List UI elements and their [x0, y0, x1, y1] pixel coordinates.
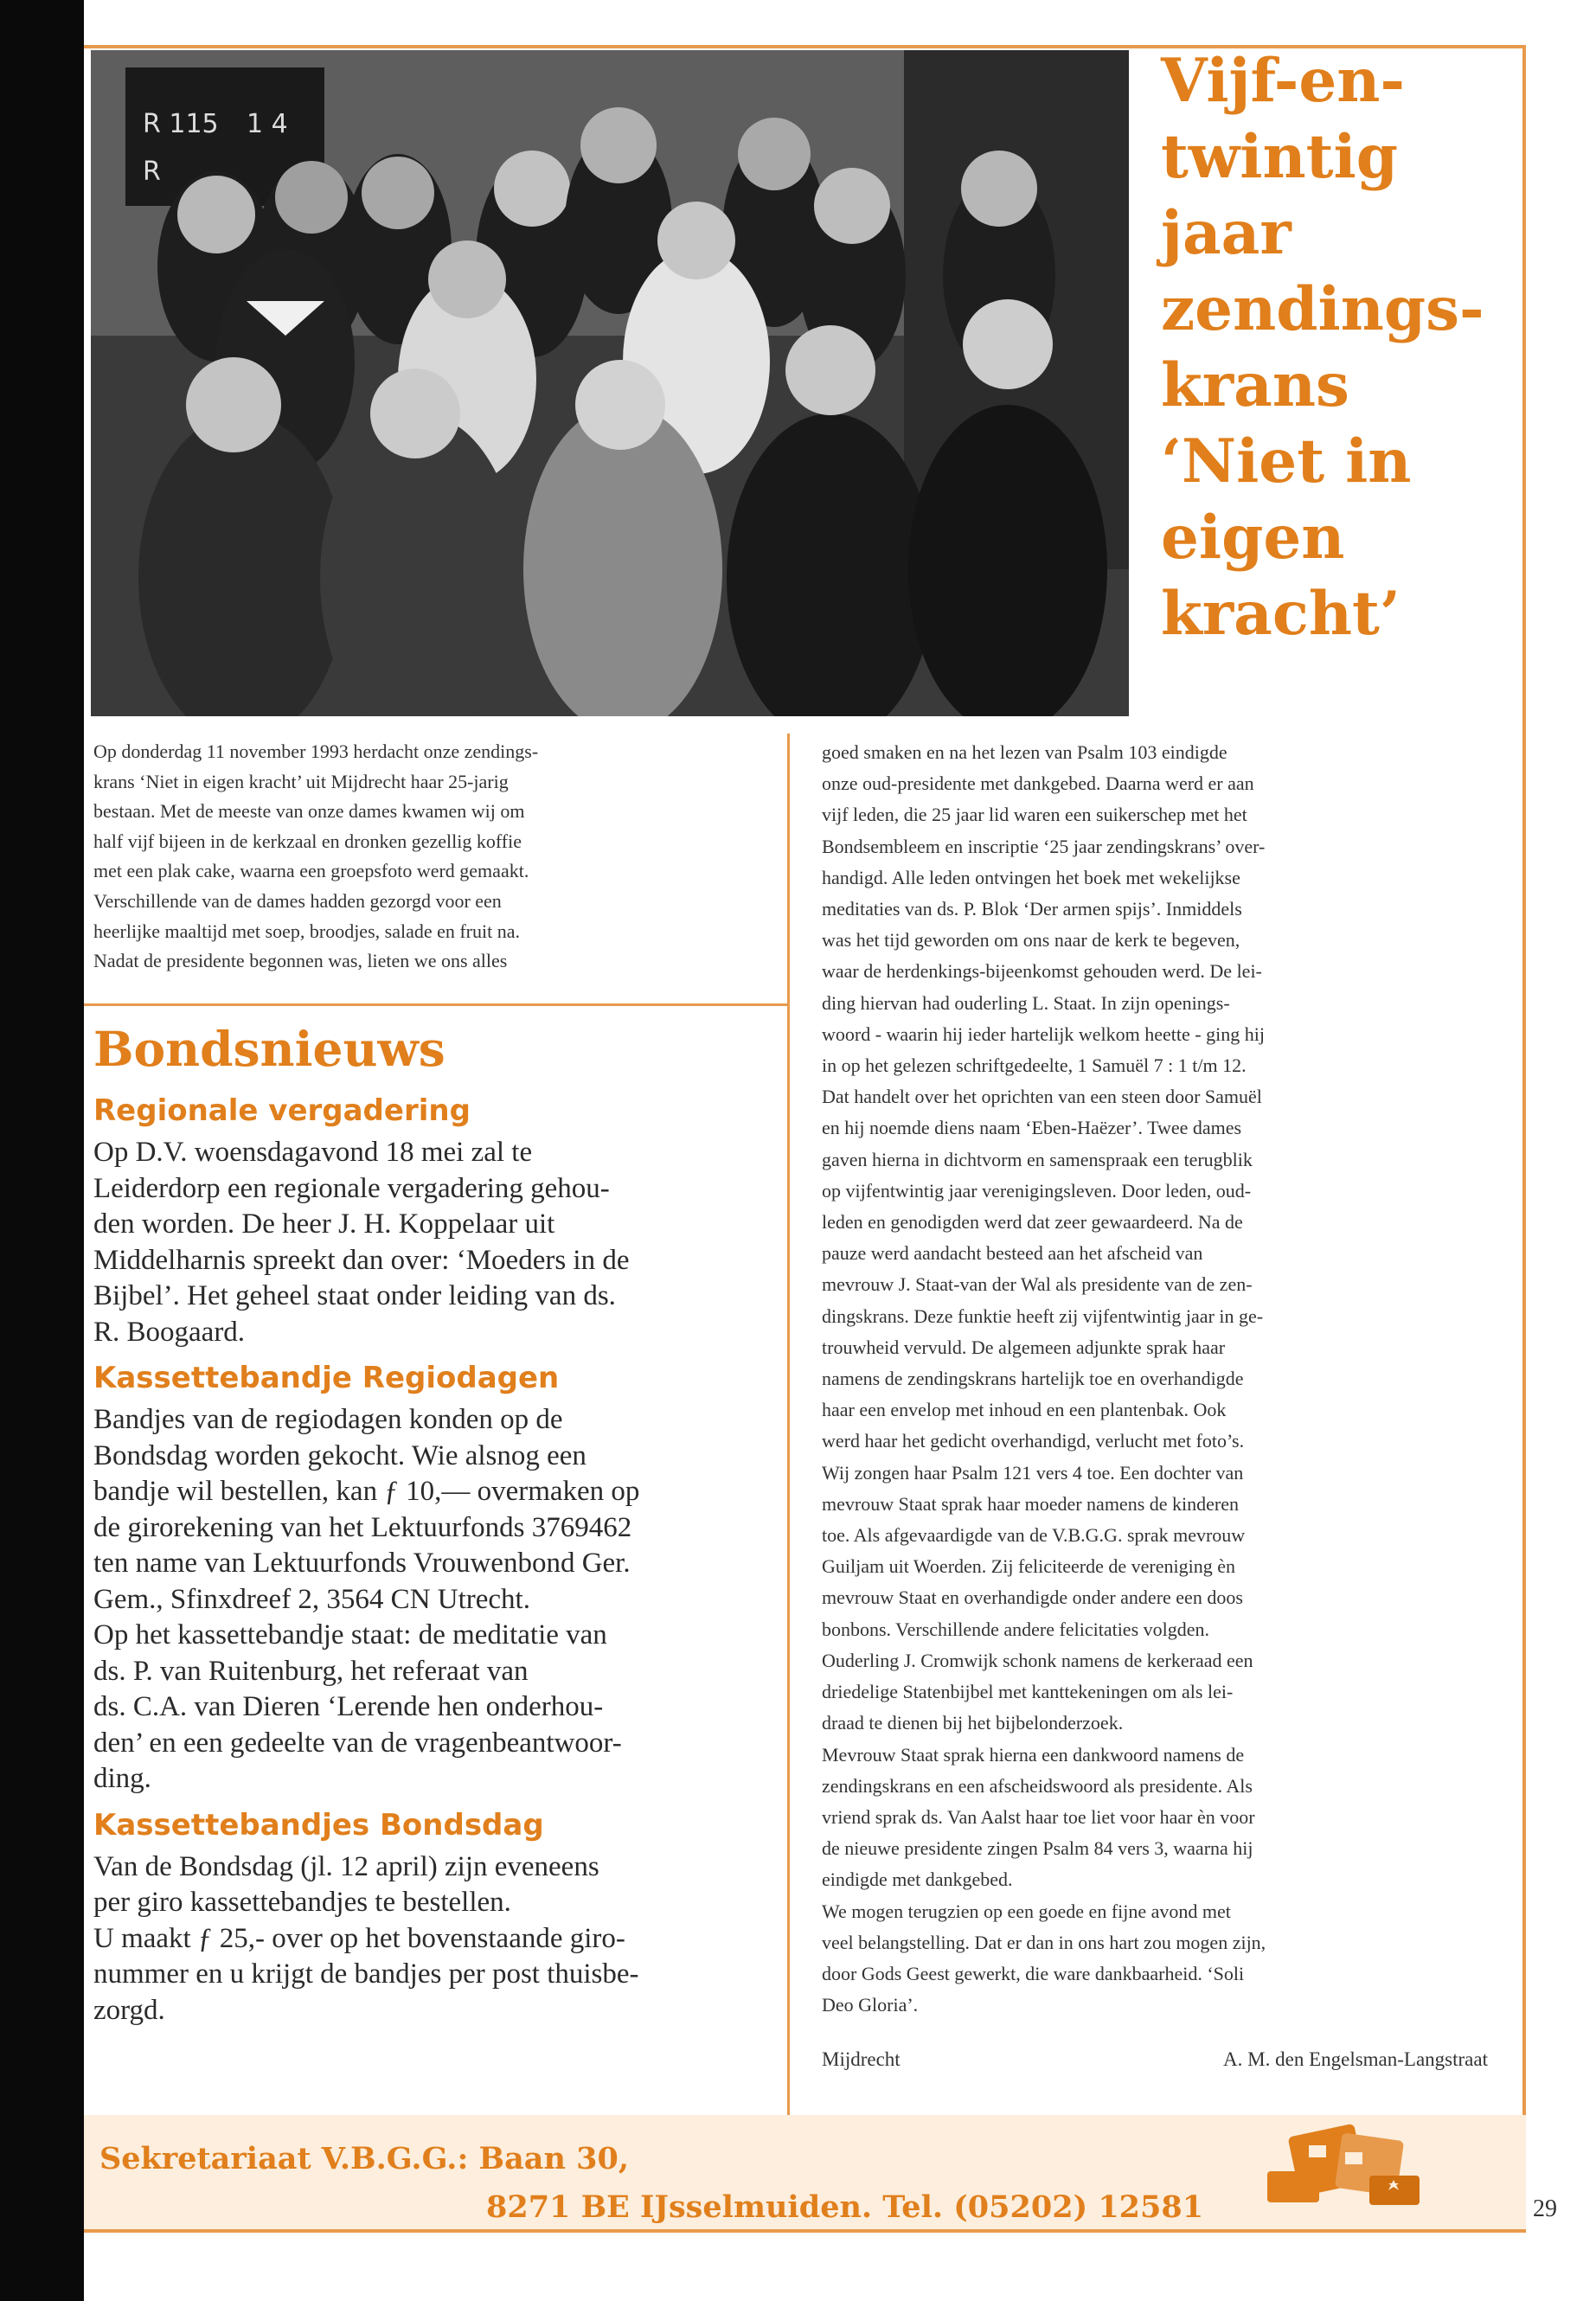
article-continuation	[822, 737, 1488, 2021]
article-line: Deo Gloria’.	[822, 1994, 919, 2016]
article-line: gaven hierna in dichtvorm en samenspraak een terugblik	[822, 1148, 1253, 1170]
article-line: werd haar het gedicht overhandigd, verlucht met foto’s.	[822, 1430, 1245, 1452]
article-line: en hij noemde diens naam ‘Eben-Haëzer’. Twee dames	[822, 1117, 1242, 1139]
body-line: Middelharnis spreekt dan over: ‘Moeders in de	[93, 1244, 630, 1276]
scan-edge	[0, 0, 84, 2301]
article-line: veel belangstelling. Dat er dan in ons hart zou mogen zijn,	[822, 1931, 1266, 1953]
article-line: Mevrouw Staat sprak hierna een dankwoord namens de	[822, 1743, 1245, 1766]
article-intro	[93, 737, 768, 977]
signature-place: Mijdrecht	[822, 2048, 901, 2070]
article-line: namens de zendingskrans hartelijk toe en overhandigde	[822, 1368, 1244, 1390]
body-line: R. Boogaard.	[93, 1316, 246, 1348]
body-line: de girorekening van het Lektuurfonds 3769462	[93, 1511, 632, 1543]
frame-right-rule	[1522, 45, 1526, 2125]
intro-line: bestaan. Met de meeste van onze dames kwamen wij om	[93, 800, 525, 823]
address-line-2: 8271 BE IJsselmuiden. Tel. (05202) 12581	[486, 2189, 1204, 2225]
address-line-1: Sekretariaat V.B.G.G.: Baan 30,	[99, 2141, 630, 2176]
article-line: bonbons. Verschillende andere felicitaties volgden.	[822, 1618, 1210, 1640]
board-number: R 115	[143, 109, 219, 139]
article-line: Bondsembleem en inscriptie ‘25 jaar zendingskrans’ over-	[822, 835, 1266, 857]
article-line: eindigde met dankgebed.	[822, 1868, 1013, 1891]
article-line: Guiljam uit Woerden. Zij feliciteerde de vereniging èn	[822, 1555, 1235, 1578]
article-line: mevrouw Staat sprak haar moeder namens de kinderen	[822, 1492, 1239, 1515]
article-line: Dat handelt over het oprichten van een steen door Samuël	[822, 1086, 1262, 1108]
body-line: den worden. De heer J. H. Koppelaar uit	[93, 1208, 555, 1240]
body-line: Bijbel’. Het geheel staat onder leiding van ds.	[93, 1280, 616, 1311]
headline-line: ‘Niet in	[1161, 426, 1412, 497]
article-line: was het tijd geworden om ons naar de kerk te begeven,	[822, 929, 1240, 952]
article-signature	[822, 2048, 1488, 2071]
article-line: handigd. Alle leden ontvingen het boek met wekelijkse	[822, 866, 1240, 888]
intro-line: Verschillende van de dames hadden gezorgd voor een	[93, 889, 502, 912]
section-heading: Kassettebandjes Bondsdag	[93, 1807, 544, 1843]
article-line: Wij zongen haar Psalm 121 vers 4 toe. Een dochter van	[822, 1461, 1244, 1484]
body-line: Op het kassettebandje staat: de meditatie van	[93, 1619, 607, 1650]
article-line: onze oud-presidente met dankgebed. Daarna werd er aan	[822, 772, 1254, 795]
article-line: toe. Als afgevaardigde van de V.B.G.G. sprak mevrouw	[822, 1524, 1246, 1547]
headline-line: kracht’	[1161, 579, 1401, 649]
signature-author: A. M. den Engelsman-Langstraat	[1223, 2048, 1488, 2070]
body-line: per giro kassettebandjes te bestellen.	[93, 1887, 511, 1918]
intro-line: Op donderdag 11 november 1993 herdacht onze zendings-	[93, 740, 539, 762]
headline-line: jaar	[1161, 198, 1292, 268]
bond-logo-icon	[1259, 2111, 1432, 2214]
article-line: trouwheid vervuld. De algemeen adjunkte sprak haar	[822, 1336, 1226, 1358]
page-number: 29	[1533, 2195, 1557, 2222]
section-divider	[84, 1003, 789, 1006]
intro-line: Nadat de presidente begonnen was, lieten we ons alles	[93, 950, 508, 972]
body-line: Leiderdorp een regionale vergadering gehou-	[93, 1172, 610, 1204]
article-line: draad te dienen bij het bijbelonderzoek.	[822, 1712, 1124, 1734]
article-line: goed smaken en na het lezen van Psalm 103 eindigde	[822, 741, 1227, 763]
article-line: ding hiervan had ouderling L. Staat. In zijn openings-	[822, 991, 1230, 1014]
intro-line: met een plak cake, waarna een groepsfoto werd gemaakt.	[93, 860, 529, 882]
article-line: door Gods Geest gewerkt, die ware dankbaarheid. ‘Soli	[822, 1962, 1245, 1984]
article-line: woord - waarin hij ieder hartelijk welkom heette - ging hij	[822, 1022, 1265, 1045]
body-line: ding.	[93, 1763, 151, 1794]
article-line: dingskrans. Deze funktie heeft zij vijfentwintig jaar in ge-	[822, 1304, 1264, 1327]
intro-line: krans ‘Niet in eigen kracht’ uit Mijdrecht haar 25-jarig	[93, 770, 509, 792]
body-line: Bandjes van de regiodagen konden op de	[93, 1404, 563, 1435]
article-line: vriend sprak ds. Van Aalst haar toe liet voor haar èn voor	[822, 1805, 1255, 1828]
article-line: zendingskrans en een afscheidswoord als presidente. Als	[822, 1774, 1253, 1797]
bondsnieuws-section	[93, 1010, 772, 2037]
article-line: driedelige Statenbijbel met kanttekeningen om als lei-	[822, 1681, 1234, 1703]
column-divider	[787, 734, 790, 2118]
article-line: leden en genodigden werd dat zeer gewaardeerd. Na de	[822, 1211, 1243, 1234]
article-line: vijf leden, die 25 jaar lid waren een suikerschep met het	[822, 804, 1247, 826]
section-body	[93, 1849, 772, 2029]
body-line: nummer en u krijgt de bandjes per post thuisbe-	[93, 1958, 639, 1990]
headline-line: krans	[1161, 350, 1349, 420]
article-line: waar de herdenkings-bijeenkomst gehouden werd. De lei-	[822, 960, 1262, 983]
body-line: ds. C.A. van Dieren ‘Lerende hen onderhou-	[93, 1691, 604, 1722]
body-line: zorgd.	[93, 1994, 165, 2026]
article-headline	[1161, 43, 1516, 652]
body-line: den’ en een gedeelte van de vragenbeantwoor-	[93, 1727, 622, 1759]
body-line: Gem., Sfinxdreef 2, 3564 CN Utrecht.	[93, 1583, 530, 1615]
body-line: ten name van Lektuurfonds Vrouwenbond Ger.	[93, 1548, 631, 1579]
board-number-2: 1 4	[247, 109, 288, 139]
headline-line: zendings-	[1161, 274, 1484, 344]
section-heading: Kassettebandje Regiodagen	[93, 1361, 560, 1395]
bondsnieuws-title: Bondsnieuws	[93, 1021, 445, 1077]
body-line: bandje wil bestellen, kan ƒ 10,— overmaken op	[93, 1476, 640, 1507]
headline-line: Vijf-en-	[1161, 46, 1406, 116]
article-line: mevrouw Staat en overhandigde onder andere een doos	[822, 1586, 1243, 1609]
secretariat-address	[99, 2135, 1203, 2232]
body-line: U maakt ƒ 25,- over op het bovenstaande giro-	[93, 1922, 625, 1954]
article-line: mevrouw J. Staat-van der Wal als presidente van de zen-	[822, 1273, 1253, 1296]
headline-line: twintig	[1161, 122, 1398, 192]
article-line: We mogen terugzien op een goede en fijne avond met	[822, 1900, 1231, 1922]
article-line: haar een envelop met inhoud en een plantenbak. Ook	[822, 1399, 1227, 1421]
intro-line: heerlijke maaltijd met soep, broodjes, salade en fruit na.	[93, 920, 521, 942]
group-photo	[91, 50, 1129, 716]
article-line: pauze werd aandacht besteed aan het afscheid van	[822, 1242, 1203, 1265]
article-line: meditaties van ds. P. Blok ‘Der armen spijs’. Inmiddels	[822, 898, 1242, 920]
body-line: Bondsdag worden gekocht. Wie alsnog een	[93, 1439, 586, 1471]
article-line: op vijfentwintig jaar verenigingsleven. Door leden, oud-	[822, 1179, 1252, 1202]
section-heading: Regionale vergadering	[93, 1093, 471, 1128]
article-line: Ouderling J. Cromwijk schonk namens de kerkeraad een	[822, 1649, 1253, 1671]
intro-line: half vijf bijeen in de kerkzaal en dronken gezellig koffie	[93, 830, 522, 852]
section-body	[93, 1402, 772, 1798]
board-letter: R	[143, 157, 161, 187]
headline-line: eigen	[1161, 503, 1345, 573]
body-line: ds. P. van Ruitenburg, het referaat van	[93, 1655, 529, 1687]
article-line: de nieuwe presidente zingen Psalm 84 vers 3, waarna hij	[822, 1837, 1253, 1860]
body-line: Van de Bondsdag (jl. 12 april) zijn eveneens	[93, 1850, 599, 1882]
article-line: in op het gelezen schriftgedeelte, 1 Samuël 7 : 1 t/m 12.	[822, 1054, 1247, 1077]
section-body	[93, 1135, 772, 1350]
body-line: Op D.V. woensdagavond 18 mei zal te	[93, 1137, 533, 1168]
